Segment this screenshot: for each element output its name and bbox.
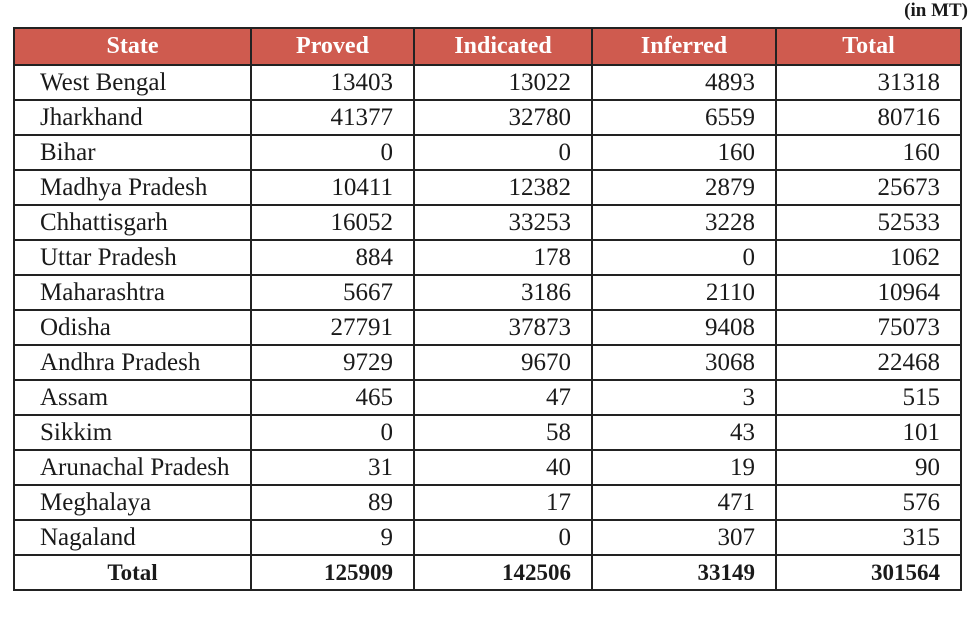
table-row: [14, 520, 961, 555]
table-row: [14, 275, 961, 310]
state-cell: Madhya Pradesh: [14, 170, 251, 205]
total-cell: 31318: [776, 65, 961, 100]
indicated-cell: 47: [414, 380, 592, 415]
header-total: Total: [776, 28, 961, 65]
state-cell: Meghalaya: [14, 485, 251, 520]
proved-cell: 465: [251, 380, 414, 415]
state-cell: Odisha: [14, 310, 251, 345]
table-row: [14, 310, 961, 345]
inferred-cell: 471: [592, 485, 776, 520]
proved-cell: 41377: [251, 100, 414, 135]
indicated-cell: 12382: [414, 170, 592, 205]
header-indicated: Indicated: [414, 28, 592, 65]
inferred-cell: 2110: [592, 275, 776, 310]
table-row: [14, 450, 961, 485]
inferred-cell: 3228: [592, 205, 776, 240]
table-body: [14, 65, 961, 590]
total-cell: 10964: [776, 275, 961, 310]
proved-cell: 10411: [251, 170, 414, 205]
total-cell: 101: [776, 415, 961, 450]
total-cell: 22468: [776, 345, 961, 380]
inferred-cell: 0: [592, 240, 776, 275]
header-proved: Proved: [251, 28, 414, 65]
indicated-cell: 37873: [414, 310, 592, 345]
inferred-cell: 9408: [592, 310, 776, 345]
inferred-cell: 160: [592, 135, 776, 170]
table-row: [14, 205, 961, 240]
total-cell: 515: [776, 380, 961, 415]
state-cell: Bihar: [14, 135, 251, 170]
indicated-cell: 33253: [414, 205, 592, 240]
state-cell: Maharashtra: [14, 275, 251, 310]
table-row: [14, 380, 961, 415]
table-row: [14, 100, 961, 135]
total-proved: 125909: [251, 555, 414, 590]
table-row: [14, 135, 961, 170]
inferred-cell: 6559: [592, 100, 776, 135]
proved-cell: 5667: [251, 275, 414, 310]
inferred-cell: 307: [592, 520, 776, 555]
total-inferred: 33149: [592, 555, 776, 590]
proved-cell: 9729: [251, 345, 414, 380]
table-row: [14, 415, 961, 450]
total-cell: 90: [776, 450, 961, 485]
total-cell: 75073: [776, 310, 961, 345]
indicated-cell: 178: [414, 240, 592, 275]
table-row: [14, 485, 961, 520]
total-total: 301564: [776, 555, 961, 590]
table-row: [14, 345, 961, 380]
table-header: [14, 28, 961, 65]
total-indicated: 142506: [414, 555, 592, 590]
indicated-cell: 58: [414, 415, 592, 450]
state-cell: West Bengal: [14, 65, 251, 100]
proved-cell: 27791: [251, 310, 414, 345]
indicated-cell: 32780: [414, 100, 592, 135]
proved-cell: 9: [251, 520, 414, 555]
inferred-cell: 19: [592, 450, 776, 485]
state-cell: Jharkhand: [14, 100, 251, 135]
table-row: [14, 170, 961, 205]
header-state: State: [14, 28, 251, 65]
total-cell: 315: [776, 520, 961, 555]
total-label: Total: [14, 555, 251, 590]
inferred-cell: 43: [592, 415, 776, 450]
total-cell: 160: [776, 135, 961, 170]
proved-cell: 13403: [251, 65, 414, 100]
table-row: [14, 240, 961, 275]
state-cell: Assam: [14, 380, 251, 415]
proved-cell: 31: [251, 450, 414, 485]
inferred-cell: 4893: [592, 65, 776, 100]
proved-cell: 0: [251, 415, 414, 450]
total-row: [14, 555, 961, 590]
proved-cell: 884: [251, 240, 414, 275]
total-cell: 80716: [776, 100, 961, 135]
indicated-cell: 0: [414, 135, 592, 170]
state-cell: Arunachal Pradesh: [14, 450, 251, 485]
table-row: [14, 65, 961, 100]
total-cell: 25673: [776, 170, 961, 205]
total-cell: 576: [776, 485, 961, 520]
indicated-cell: 9670: [414, 345, 592, 380]
header-inferred: Inferred: [592, 28, 776, 65]
indicated-cell: 17: [414, 485, 592, 520]
total-cell: 52533: [776, 205, 961, 240]
coal-reserves-table: [13, 27, 962, 591]
indicated-cell: 13022: [414, 65, 592, 100]
total-cell: 1062: [776, 240, 961, 275]
unit-note: (in MT): [904, 0, 968, 21]
state-cell: Sikkim: [14, 415, 251, 450]
state-cell: Chhattisgarh: [14, 205, 251, 240]
indicated-cell: 3186: [414, 275, 592, 310]
header-row: [14, 28, 961, 65]
proved-cell: 0: [251, 135, 414, 170]
proved-cell: 16052: [251, 205, 414, 240]
inferred-cell: 3068: [592, 345, 776, 380]
indicated-cell: 0: [414, 520, 592, 555]
inferred-cell: 2879: [592, 170, 776, 205]
inferred-cell: 3: [592, 380, 776, 415]
state-cell: Nagaland: [14, 520, 251, 555]
state-cell: Uttar Pradesh: [14, 240, 251, 275]
state-cell: Andhra Pradesh: [14, 345, 251, 380]
indicated-cell: 40: [414, 450, 592, 485]
proved-cell: 89: [251, 485, 414, 520]
